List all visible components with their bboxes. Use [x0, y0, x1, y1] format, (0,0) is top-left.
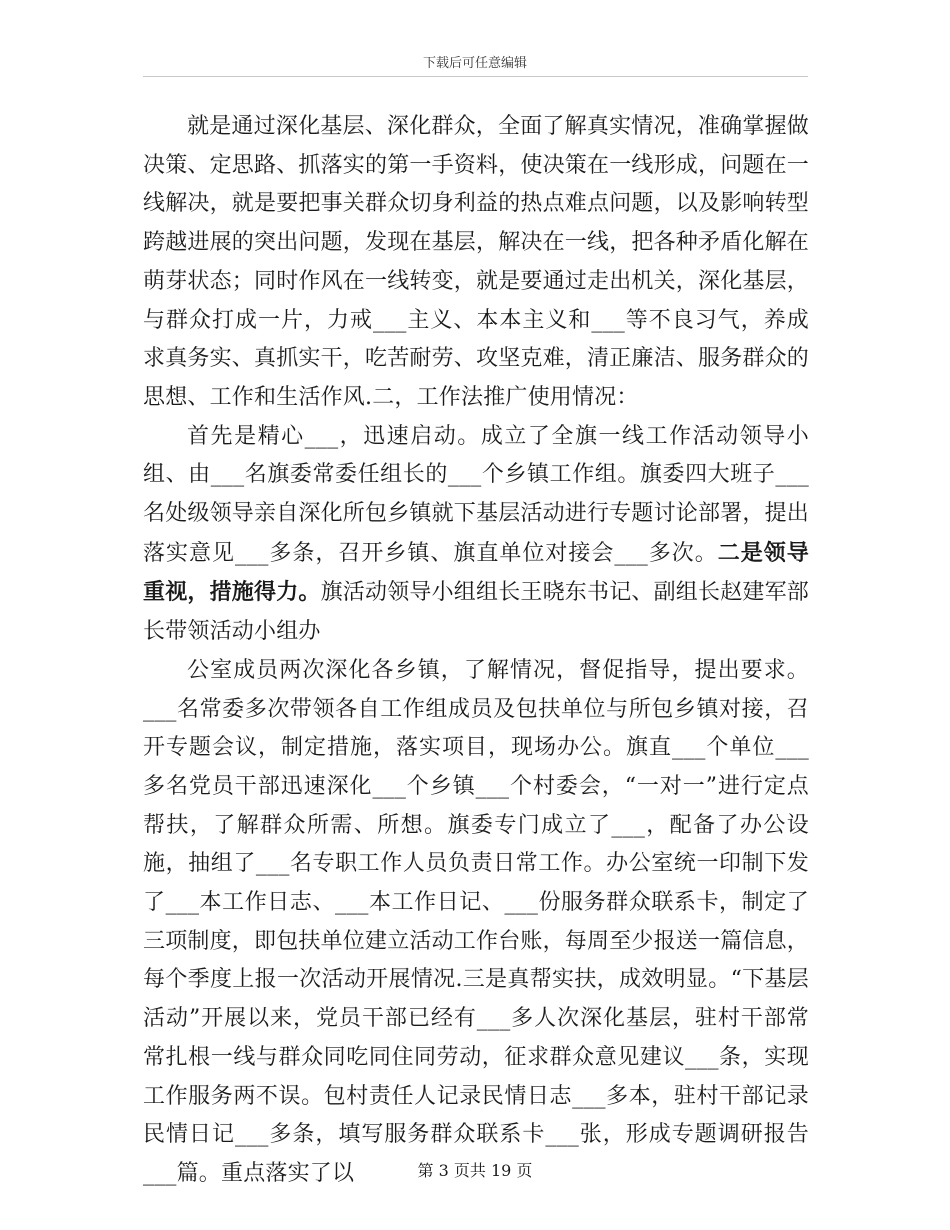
page-footer: 第 3 页共 19 页: [417, 1161, 533, 1180]
paragraph-2-tail: 旗活动领导小组组长王晓东书记、副组长赵建军部长带领活动小组办: [143, 580, 810, 645]
page-header: 下载后可任意编辑: [422, 56, 527, 71]
paragraph-2-bold-heading: 二是领导重视，措施得力。: [143, 539, 809, 606]
paragraph-1: 就是通过深化基层、深化群众，全面了解真实情况，准确掌握做决策、定思路、抓落实的第一手资料，使决策在一线形成，问题在一线解决，就是要把事关群众切身利益的热点难点问题，以及影响转型跨越进展的突出问题，发现在基层，解决在一线，把各种矛盾化解在萌芽状态；同时作风在一线转变，就是要通过走出机关，深化基层，与群众打成一片，力戒___主义、本本主义和___等不良习气，养成求真务实、真抓实干，吃苦耐劳、攻坚克难，清正廉洁、服务群众的思想、工作和生活作风.二，工作法推广使用情况：: [143, 114, 810, 410]
paragraph-3: 公室成员两次深化各乡镇，了解情况，督促指导，提出要求。___名常委多次带领各自工作组成员及包扶单位与所包乡镇对接，召开专题会议，制定措施，落实项目，现场办公。旗直___个单位___多名党员干部迅速深化___个乡镇___个村委会，“一对一”进行定点帮扶，了解群众所需、所想。旗委专门成立了___，配备了办公设施，抽组了___名专职工作人员负责日常工作。办公室统一印制下发了___本工作日志、___本工作日记、___份服务群众联系卡，制定了三项制度，即包扶单位建立活动工作台账，每周至少报送一篇信息，每个季度上报一次活动开展情况.三是真帮实扶，成效明显。“下基层活动”开展以来，党员干部已经有___多人次深化基层，驻村干部常常扎根一线与群众同吃同住同劳动，征求群众意见建议___条，实现工作服务两不误。包村责任人记录民情日志___多本，驻村干部记录民情日记___多条，填写服务群众联系卡___张，形成专题调研报告___篇。重点落实了以: [143, 657, 810, 1186]
paragraph-2: [143, 418, 809, 652]
paragraph-2-text: 首先是精心___，迅速启动。成立了全旗一线工作活动领导小组、由___名旗委常委任组长的___个乡镇工作组。旗委四大班子___名处级领导亲自深化所包乡镇就下基层活动进行专题讨论部署，提出落实意见___多条，召开乡镇、旗直单位对接会___多次。: [143, 423, 810, 566]
header-divider: [143, 76, 808, 77]
document-body: [143, 108, 809, 1194]
